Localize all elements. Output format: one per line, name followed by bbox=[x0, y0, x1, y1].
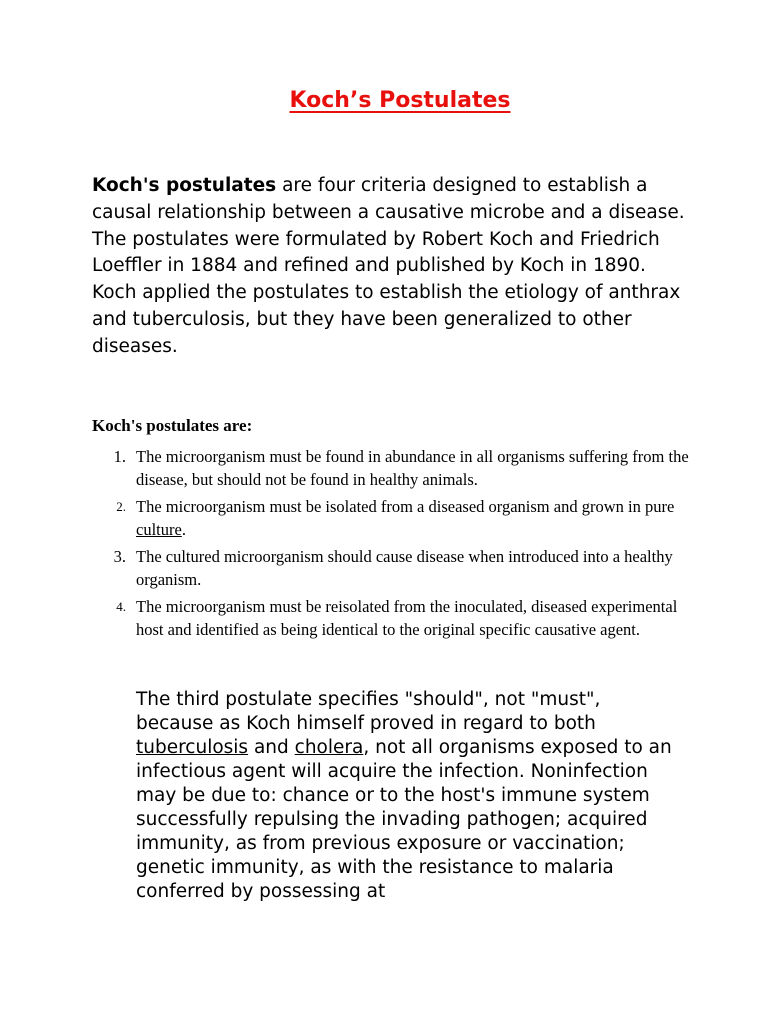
postulate-item bbox=[92, 546, 692, 591]
postulate-number: 1. bbox=[113, 447, 126, 466]
closing-paragraph bbox=[136, 688, 676, 904]
postulate-text: The microorganism must be found in abundance in all organisms suffering from the disease, but should not be found in healthy animals. bbox=[136, 447, 689, 489]
postulate-number: 2. bbox=[116, 499, 126, 514]
cholera-link[interactable]: cholera bbox=[294, 737, 364, 758]
postulates-list bbox=[92, 446, 692, 646]
postulate-item bbox=[92, 496, 692, 541]
postulate-text: The microorganism must be reisolated from the inoculated, diseased experimental host and identified as being identical to the original specific causative agent. bbox=[136, 597, 678, 639]
postulate-text-end: . bbox=[181, 519, 186, 539]
postulate-number: 3. bbox=[113, 547, 126, 566]
intro-paragraph bbox=[92, 173, 692, 361]
tuberculosis-link[interactable]: tuberculosis bbox=[136, 737, 249, 758]
postulate-text: The microorganism must be isolated from a diseased organism and grown in pure bbox=[136, 497, 675, 516]
postulate-text: The cultured microorganism should cause disease when introduced into a healthy organism. bbox=[136, 547, 673, 589]
intro-text: are four criteria designed to establish a causal relationship between a causative microbe and a disease. The postulates were formulated by Robert Koch and Friedrich Loeffler in 1884 and refined and published by Koch in 1890. Koch applied the postulates to establish the etiology of anthrax and tuberculosis, but they have been generalized to other diseases. bbox=[92, 175, 685, 357]
postulate-number: 4. bbox=[116, 599, 126, 614]
page-title: Koch’s Postulates bbox=[289, 88, 511, 113]
postulate-item bbox=[92, 596, 692, 641]
closing-text: and bbox=[248, 737, 295, 758]
closing-text: The third postulate specifies "should", not "must", because as Koch himself proved in regard to both bbox=[136, 689, 601, 734]
closing-text: , not all organisms exposed to an infectious agent will acquire the infection. Noninfection may be due to: chance or to the host's immune system successfully repulsing the invading pathogen; acquired immunity, as from previous exposure or vaccination; genetic immunity, as with the resistance to malaria conferred by possessing at bbox=[136, 737, 672, 902]
intro-lead-term: Koch's postulates bbox=[92, 175, 277, 196]
postulate-item bbox=[92, 446, 692, 491]
postulates-heading: Koch's postulates are: bbox=[92, 416, 253, 435]
culture-link[interactable]: culture bbox=[136, 519, 182, 539]
